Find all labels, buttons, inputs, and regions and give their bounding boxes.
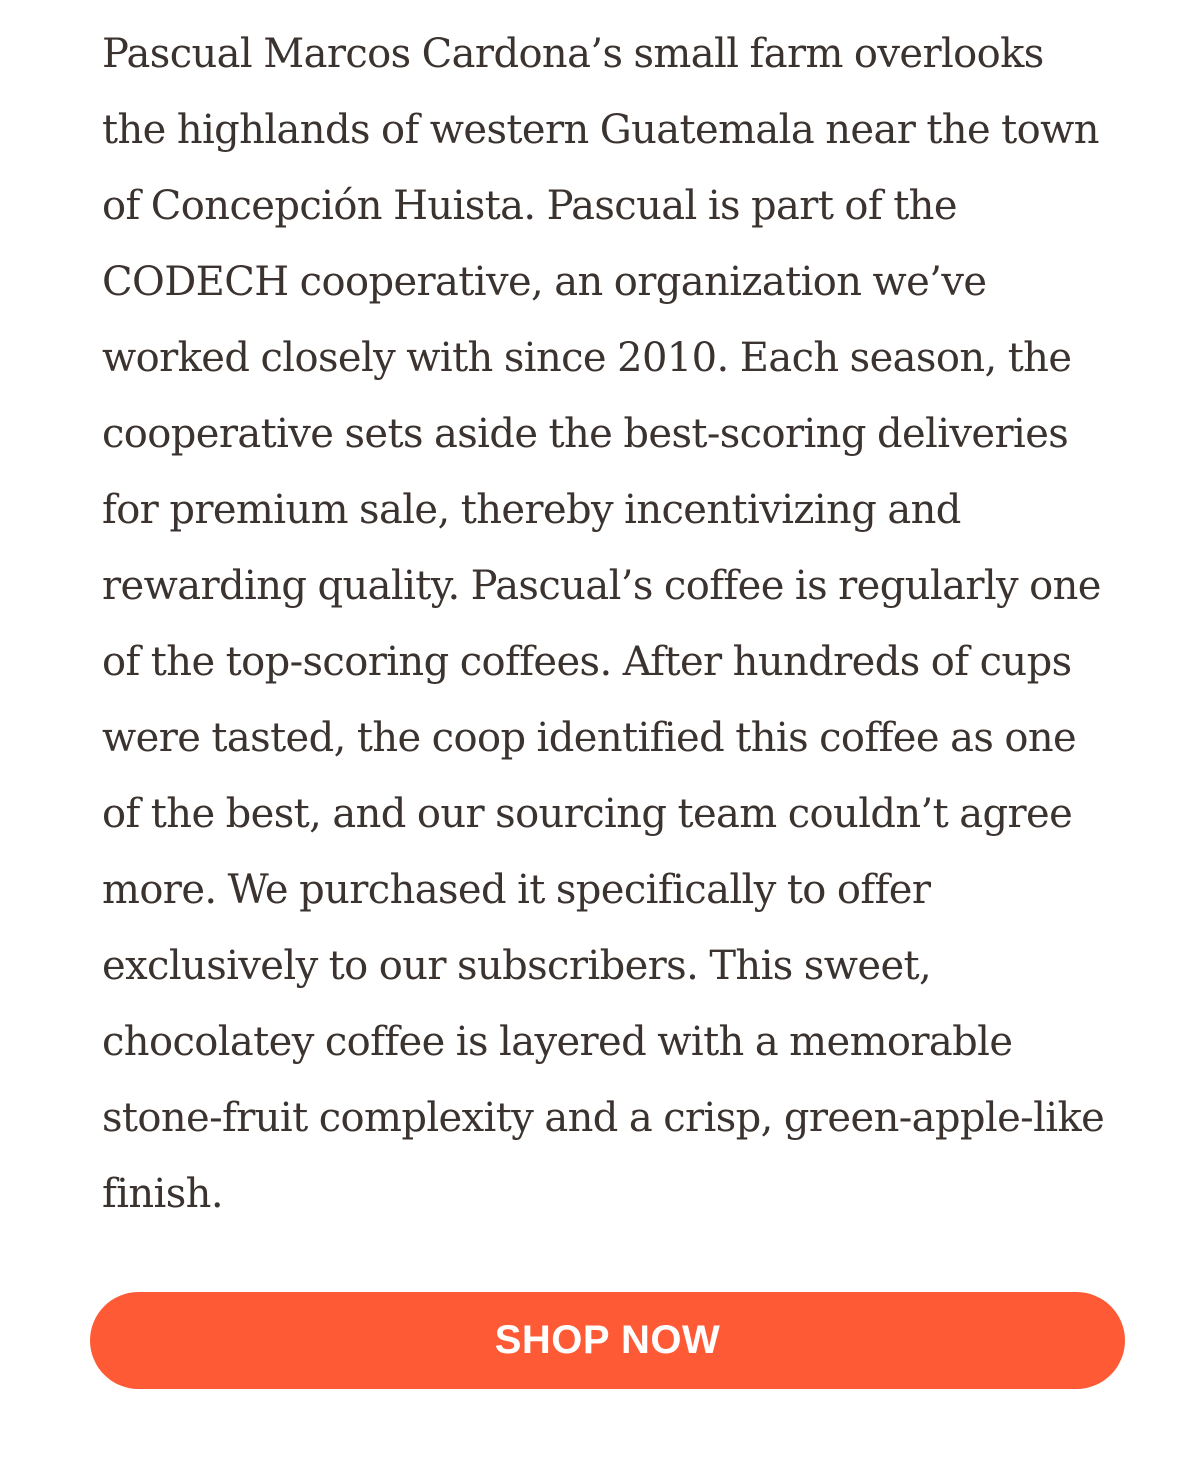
shop-now-button[interactable]: SHOP NOW bbox=[90, 1292, 1125, 1389]
cta-container bbox=[90, 1292, 1125, 1389]
article-body bbox=[102, 16, 1112, 1232]
product-description-paragraph: Pascual Marcos Cardona’s small farm overlooks the highlands of western Guatemala near the town of Concepción Huista. Pascual is part of the CODECH cooperative, an organization we’ve worked closely with since 2010. Each season, the cooperative sets aside the best-scoring deliveries for premium sale, thereby incentivizing and rewarding quality. Pascual’s coffee is regularly one of the top-scoring coffees. After hundreds of cups were tasted, the coop identified this coffee as one of the best, and our sourcing team couldn’t agree more. We purchased it specifically to offer exclusively to our subscribers. This sweet, chocolatey coffee is layered with a memorable stone-fruit complexity and a crisp, green-apple-like finish. bbox=[102, 31, 1105, 1217]
